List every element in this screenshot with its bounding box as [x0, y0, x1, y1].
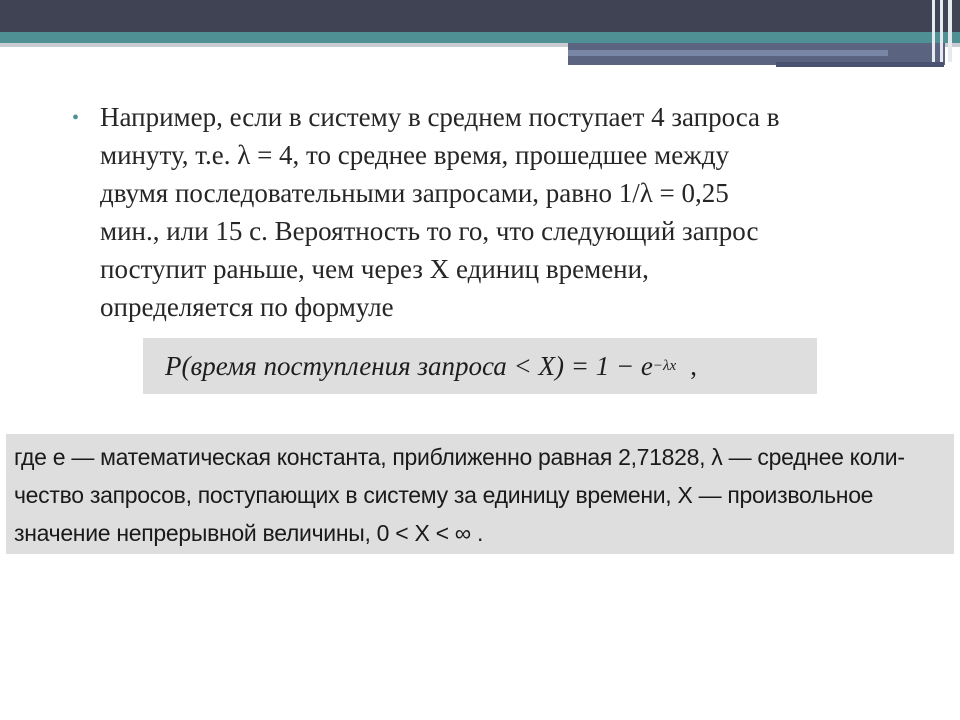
bullet-text: Например, если в систему в среднем поступает 4 запроса в минуту, т.е. λ = 4, то среднее время, прошедшее между двумя последовательными запросами, равно 1/λ = 0,25 мин., или 15 с. Вероятность то го, что следующий запрос поступит раньше, чем через X единиц времени, определяется по формуле [100, 102, 780, 322]
bullet-icon: • [72, 107, 80, 129]
header-band [0, 0, 960, 32]
formula-exponent: −λx [652, 357, 677, 374]
header-decor-highlight [568, 50, 888, 56]
explanation-image: где e — математическая константа, приближенно равная 2,71828, λ — среднее коли- чество запросов, поступающих в систему за единицу времени, X — произвольное значение непрерывной величины, 0 < X < ∞ . [6, 434, 954, 554]
header-accent-stripe [0, 32, 960, 43]
formula-comma: , [690, 350, 697, 381]
header-vertical-line [940, 0, 943, 62]
bullet-paragraph [72, 98, 872, 326]
formula-image [143, 338, 817, 394]
header-decor-line [776, 62, 944, 67]
formula-main: P(время поступления запроса < X) = 1 − e [165, 350, 653, 381]
header-vertical-line [948, 0, 952, 62]
header-vertical-line [932, 0, 935, 62]
